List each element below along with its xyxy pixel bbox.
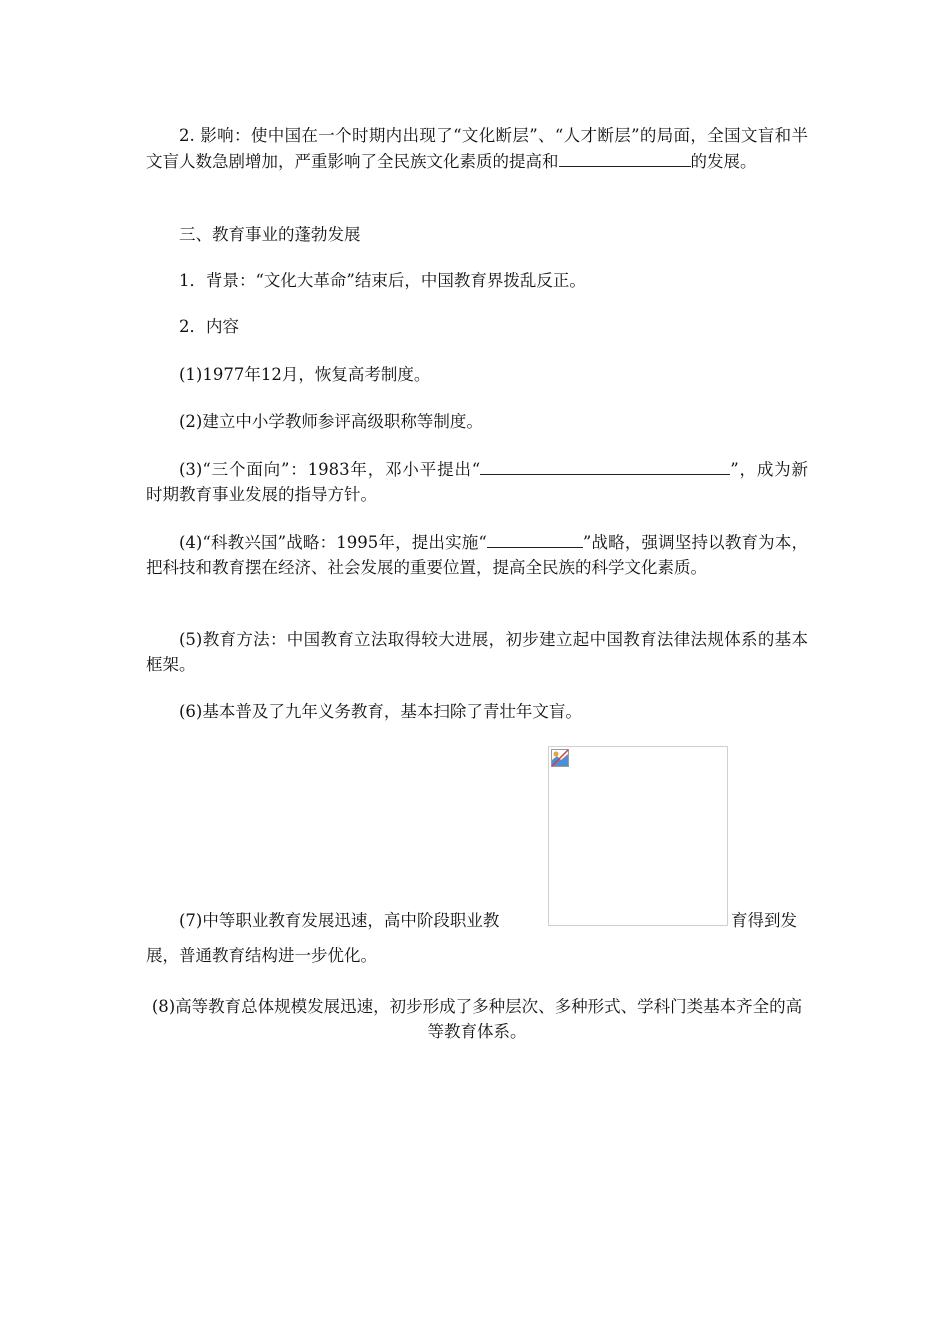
section-title: 三、教育事业的蓬勃发展 [179,225,361,244]
list-item-7-part2: 育得到发 [731,911,797,930]
list-item-2: (2)建立中小学教师参评高级职称等制度。 [179,412,483,431]
fill-blank-4 [487,529,583,548]
list-item-1: (1)1977年12月，恢复高考制度。 [179,365,431,384]
paragraph-content-heading: 2．内容 [179,317,239,336]
list-item-6: (6)基本普及了九年义务教育，基本扫除了青壮年文盲。 [179,702,582,721]
list-item-4 [146,529,808,580]
list-item-8: (8)高等教育总体规模发展迅速，初步形成了多种层次、多种形式、学科门类基本齐全的高等教育体系。 [151,997,803,1041]
fill-blank-1a [559,148,655,167]
item4-text: (4)“科教兴国”战略：1995年，提出实施“ [179,533,487,552]
list-item-3 [146,456,808,507]
list-item-7-part3: 展，普通教育结构进一步优化。 [146,946,377,965]
item3-text: (3)“三个面向”：1983年，邓小平提出“ [179,460,481,479]
impact-text-end: 的发展。 [690,152,757,171]
list-item-5: (5)教育方法：中国教育立法取得较大进展，初步建立起中国教育法律法规体系的基本框架。 [146,630,808,674]
fill-blank-3 [480,456,730,475]
paragraph-background: 1．背景：“文化大革命”结束后，中国教育界拨乱反正。 [179,271,586,290]
impact-text: 2. 影响：使中国在一个时期内出现了“文化断层”、“人才断层”的局面，全国文盲和半文盲人数急剧增加，严重影响了全民族文化素质的提高和 [146,126,808,171]
list-item-7-part1: (7)中等职业教育发展迅速，高中阶段职业教 [179,911,500,930]
embedded-image-placeholder [548,746,728,926]
broken-image-icon [551,749,569,767]
paragraph-impact [146,123,808,174]
item3-text-end: ”，成为新时期教育事业发展的指导方针。 [146,460,808,504]
fill-blank-1b [655,148,691,167]
item4-text-end: ”战略，强调坚持以教育为本，把科技和教育摆在经济、社会发展的重要位置，提高全民族的科学文化素质。 [146,533,809,577]
